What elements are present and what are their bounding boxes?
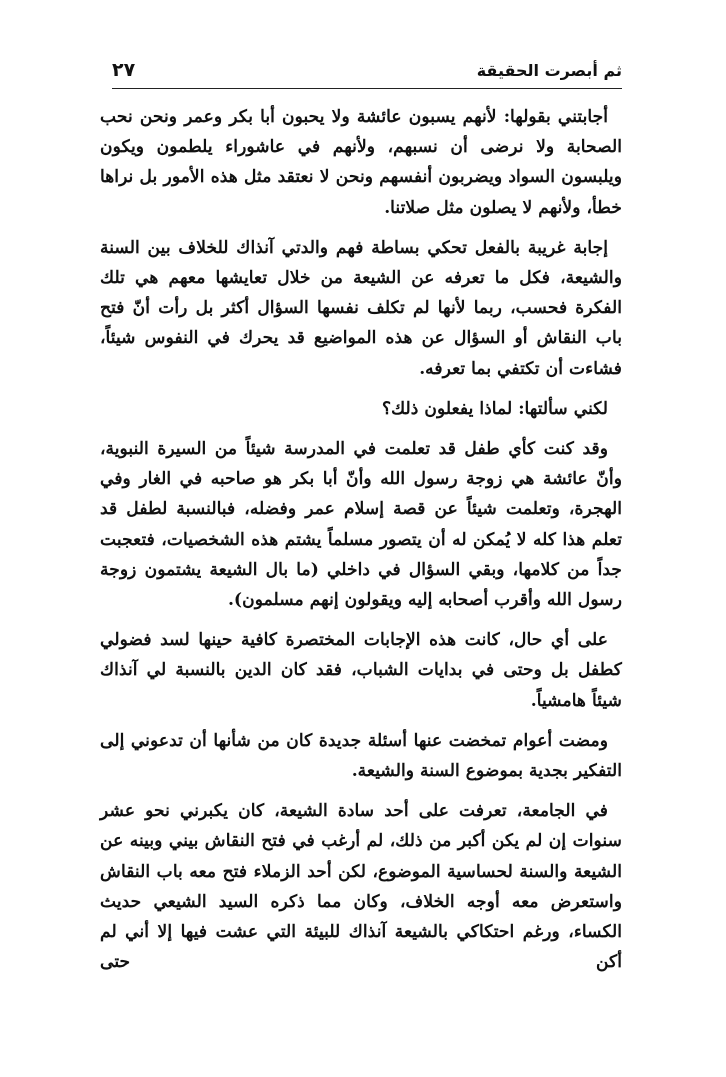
- paragraph: أجابتني بقولها: لأنهم يسبون عائشة ولا يحبون أبا بكر وعمر ونحن نحب الصحابة ولا نرضى أن نسبهم، ولأنهم في عاشوراء يلطمون ويكون ويلبسون السواد ويضربون أنفسهم ونحن لا نعتقد مثل هذه الأمور بل نراها خطأ، ولأنهم لا يصلون مثل صلاتنا.: [100, 107, 622, 218]
- paragraph: على أي حال، كانت هذه الإجابات المختصرة كافية حينها لسد فضولي كطفل بل وحتى في بدايات الشباب، فقد كان الدين بالنسبة لي آنذاك شيئاً هامشياً.: [100, 630, 622, 711]
- header-title: ثم أبصرت الحقيقة: [476, 61, 622, 80]
- paragraph: وقد كنت كأي طفل قد تعلمت في المدرسة شيئاً من السيرة النبوية، وأنّ عائشة هي زوجة رسول الله وأنّ أبا بكر هو صاحبه في الغار وفي الهجرة، وتعلمت شيئاً عن قصة إسلام عمر وفضله، فبالنسبة لطفل قد تعلم هذا كله لا يُمكن له أن يتصور مسلماً يشتم هذه الشخصيات، فتعجبت جداً من كلامها، وبقي السؤال في داخلي (ما بال الشيعة يشتمون زوجة رسول الله وأقرب أصحابه إليه ويقولون إنهم مسلمون).: [100, 439, 622, 611]
- running-header: [112, 58, 622, 89]
- body-text: [100, 102, 622, 987]
- page-number: ٢٧: [112, 59, 136, 81]
- paragraph: إجابة غريبة بالفعل تحكي بساطة فهم والدتي آنذاك للخلاف بين السنة والشيعة، فكل ما تعرفه عن الشيعة من خلال تعايشها معهم هي تلك الفكرة فحسب، ربما لأنها لم تكلف نفسها السؤال أكثر بل رأت أنّ فتح باب النقاش أو السؤال عن هذه المواضيع قد يحرك في النفوس شيئاً، فشاءت أن تكتفي بما تعرفه.: [100, 237, 622, 379]
- paragraph: لكني سألتها: لماذا يفعلون ذلك؟: [381, 398, 608, 419]
- paragraph: ومضت أعوام تمخضت عنها أسئلة جديدة كان من شأنها أن تدعوني إلى التفكير بجدية بموضوع السنة والشيعة.: [100, 730, 622, 782]
- paragraph: في الجامعة، تعرفت على أحد سادة الشيعة، كان يكبرني نحو عشر سنوات إن لم يكن أكبر من ذلك، لم أرغب في فتح النقاش بيني وبينه عن الشيعة والسنة لحساسية الموضوع، لكن أحد الزملاء فتح معه باب النقاش واستعرض معه أوجه الخلاف، وكان مما ذكره السيد الشيعي حديث الكساء، ورغم احتكاكي بالشيعة آنذاك للبيئة التي عشت فيها إلا أني لم أكن حتى: [100, 801, 622, 973]
